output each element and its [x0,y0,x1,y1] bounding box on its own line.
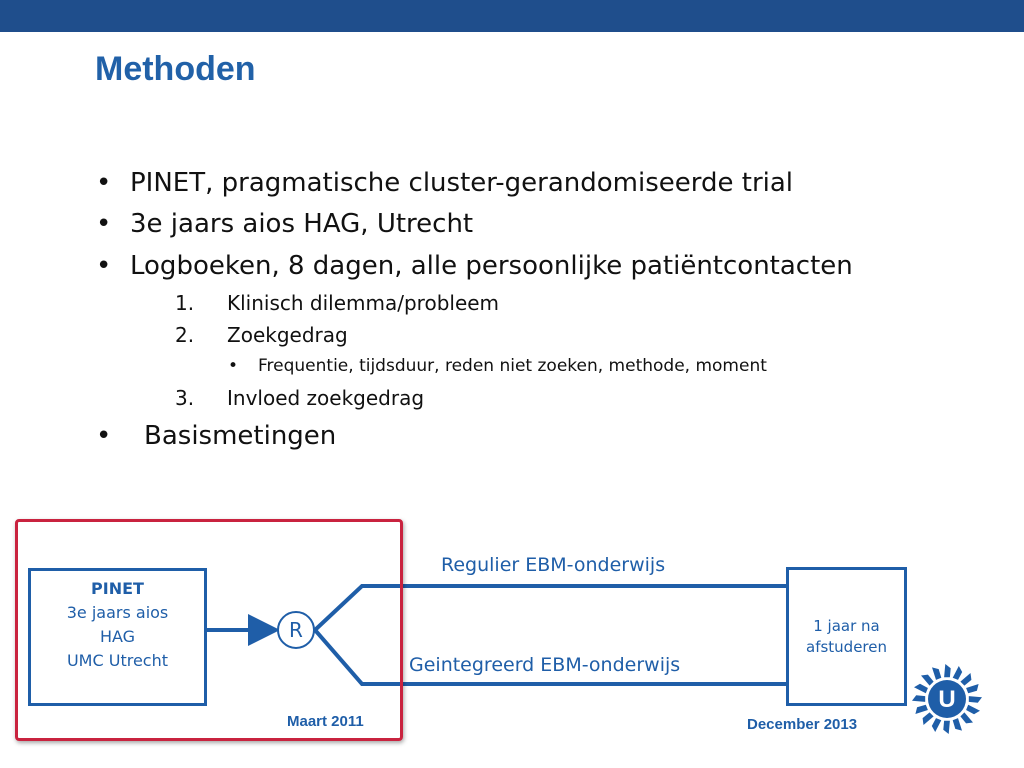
pinet-box [28,568,207,706]
bullet-icon: • [96,421,112,451]
pinet-line: HAG [99,627,136,646]
logo-ray [943,721,950,734]
bullet-text: PINET, pragmatische cluster-gerandomiseerde trial [130,168,794,198]
logo-ray [914,684,928,694]
start-date: Maart 2011 [287,713,364,730]
logo-ray [932,718,942,732]
bottom-branch-label: Geintegreerd EBM-onderwijs [409,654,681,676]
logo-ray [915,705,928,714]
item-number: 1. [175,291,195,315]
bullet-icon: • [96,168,112,198]
logo-ray [953,666,963,680]
end-date: December 2013 [747,716,858,733]
outcome-box [786,567,907,706]
logo-ray [921,675,934,686]
sub-bullet-text: Frequentie, tijdsduur, reden niet zoeken, methode, moment [258,356,767,376]
bullet-text: 3e jaars aios HAG, Utrecht [130,209,474,239]
pinet-title: PINET [91,579,144,598]
bullet-icon: • [228,356,239,376]
logo-ray [944,664,951,677]
logo-ray [966,684,979,693]
logo-ray [923,712,934,725]
logo-ray [960,673,971,686]
logo-ray [966,705,980,715]
item-number: 3. [175,386,195,410]
logo-ray [960,712,973,723]
item-text: Zoekgedrag [227,323,348,347]
bullet-icon: • [96,251,112,281]
item-number: 2. [175,323,195,347]
pinet-line: 3e jaars aios [66,603,169,622]
bullet-text: Logboeken, 8 dagen, alle persoonlijke patiëntcontacten [130,251,853,281]
logo-letter: U [938,686,956,713]
randomize-node: R [277,611,315,649]
item-text: Klinisch dilemma/probleem [227,291,500,315]
logo-ray [932,667,941,680]
item-text: Invloed zoekgedrag [227,386,425,410]
bullet-text: Basismetingen [144,421,337,451]
logo-ray [969,696,982,703]
logo-ray [953,718,962,731]
slide-title: Methoden [95,50,256,88]
top-branch-label: Regulier EBM-onderwijs [441,554,666,576]
outcome-line: afstuderen [806,638,887,656]
outcome-line: 1 jaar na [813,617,880,635]
uu-sun-logo-icon [910,662,984,736]
pinet-line: UMC Utrecht [66,651,169,670]
logo-ray [912,695,925,702]
bullet-icon: • [96,209,112,239]
